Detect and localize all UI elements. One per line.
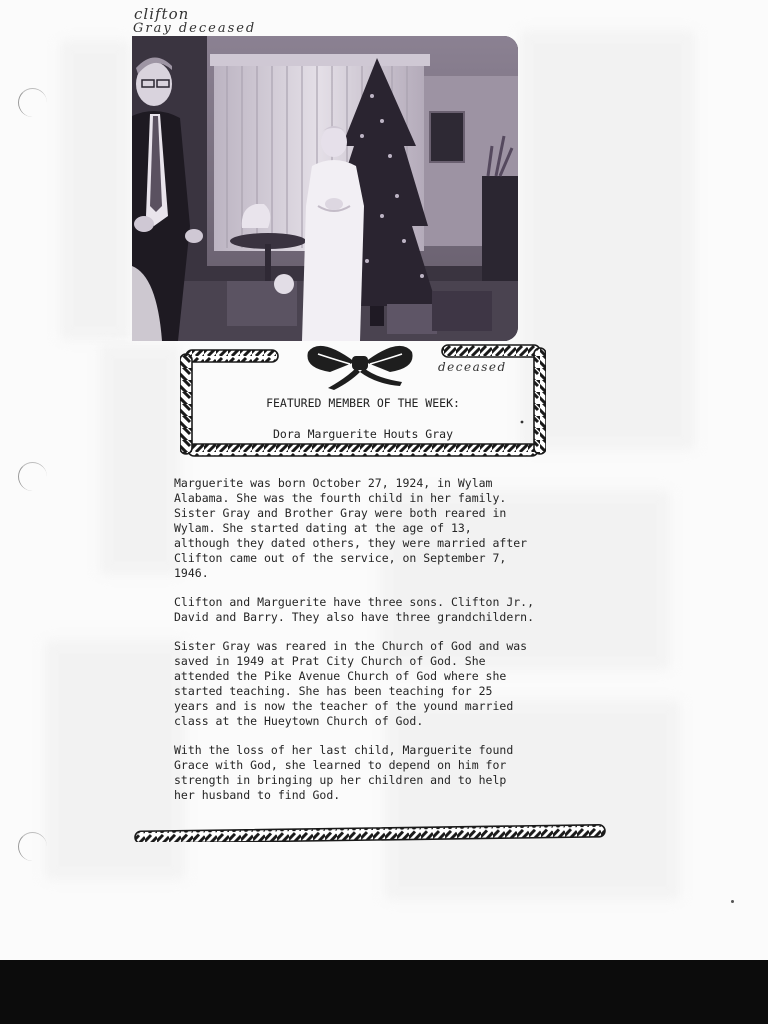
binder-hole-bottom — [18, 832, 47, 861]
bleed-through-shadow — [45, 640, 185, 880]
photo-illustration — [132, 36, 518, 341]
binder-hole-middle — [18, 462, 47, 491]
article-paragraph: Sister Gray was reared in the Church of God and was saved in 1949 at Prat City Church of God. She attended the Pike Avenue Church of God where she started teaching. She has been teaching for 25 years and is now the teacher of the yound married class at the Hueytown Church of God. — [174, 639, 528, 728]
handwritten-caption: Gray deceased — [133, 21, 257, 36]
bleed-through-shadow — [60, 40, 130, 340]
ribbon-bow-icon — [307, 346, 412, 390]
handwritten-frame-note: deceased — [438, 360, 507, 374]
article-paragraph: Marguerite was born October 27, 1924, in Wylam Alabama. She was the fourth child in her family. Sister Gray and Brother Gray were both reared in Wylam. She started dating at the age of 13, although they dated others, they were married after Clifton came out of the service, on September 7, 1946. — [174, 476, 528, 580]
handwritten-name: clifton — [134, 5, 190, 23]
featured-heading: FEATURED MEMBER OF THE WEEK: — [266, 396, 460, 410]
stray-mark — [731, 900, 734, 903]
featured-member-name: Dora Marguerite Houts Gray — [272, 427, 453, 441]
bleed-through-shadow — [520, 30, 695, 450]
article-paragraph: With the loss of her last child, Marguerite found Grace with God, she learned to depend on him for strength in bringing up her children and to help her husband to find God. — [174, 743, 514, 802]
article-paragraph: Clifton and Marguerite have three sons. Clifton Jr., David and Barry. They also have three grandchildern. — [174, 595, 535, 624]
rope-divider — [133, 818, 615, 842]
bleed-through-shadow — [100, 345, 180, 575]
article-body — [174, 476, 594, 817]
family-photo — [132, 36, 518, 341]
scanner-edge — [0, 960, 768, 1024]
binder-hole-top — [18, 88, 47, 117]
featured-member-frame — [180, 344, 546, 460]
